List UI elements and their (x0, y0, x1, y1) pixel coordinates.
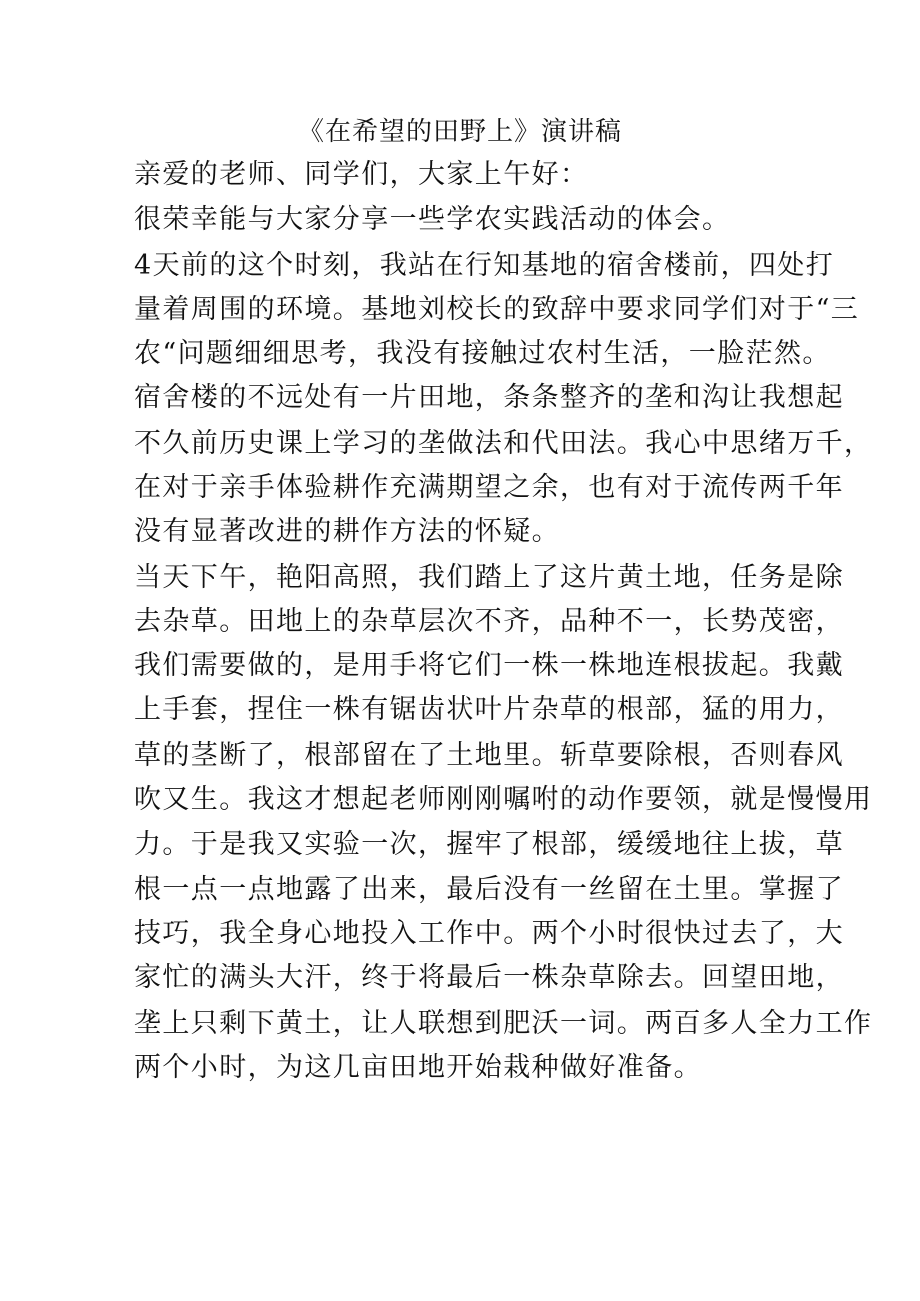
text-line: 没有显著改进的耕作方法的怀疑。 (134, 516, 560, 547)
text-line: 当天下午，艳阳高照，我们踏上了这片黄土地，任务是除 (134, 562, 844, 593)
text-line: 技巧，我全身心地投入工作中。两个小时很快过去了，大 (134, 918, 844, 949)
text-line: 家忙的满头大汗，终于将最后一株杂草除去。回望田地， (134, 962, 844, 993)
text-line: 在对于亲手体验耕作充满期望之余，也有对于流传两千年 (134, 472, 844, 503)
text-line: 量着周围的环境。基地刘校长的致辞中要求同学们对于“三 (134, 294, 860, 325)
text-line: 草的茎断了，根部留在了土地里。斩草要除根，否则春风 (134, 740, 844, 771)
text-line: 根一点一点地露了出来，最后没有一丝留在土里。掌握了 (134, 874, 844, 905)
text-line: 两个小时，为这几亩田地开始栽种做好准备。 (134, 1052, 702, 1083)
text-line: 不久前历史课上学习的垄做法和代田法。我心中思绪万千， (134, 428, 873, 459)
text-line: 垄上只剩下黄土，让人联想到肥沃一词。两百多人全力工作 (134, 1008, 873, 1039)
text-line: 亲爱的老师、同学们，大家上午好： (134, 159, 589, 190)
text-line: 吹又生。我这才想起老师刚刚嘱咐的动作要领，就是慢慢用 (134, 784, 873, 815)
text-line: 力。于是我又实验一次，握牢了根部，缓缓地往上拔，草 (134, 829, 844, 860)
text-line: 4天前的这个时刻，我站在行知基地的宿舍楼前，四处打 (134, 250, 835, 281)
text-line: 上手套，捏住一株有锯齿状叶片杂草的根部，猛的用力， (134, 694, 844, 725)
text-line: 农“问题细细思考，我没有接触过农村生活，一脸茫然。 (134, 338, 831, 369)
document-title: 《在希望的田野上》演讲稿 (297, 117, 622, 147)
text-line: 宿舍楼的不远处有一片田地，条条整齐的垄和沟让我想起 (134, 382, 844, 413)
text-line: 我们需要做的，是用手将它们一株一株地连根拔起。我戴 (134, 650, 844, 681)
text-line: 很荣幸能与大家分享一些学农实践活动的体会。 (134, 204, 731, 235)
text-line: 去杂草。田地上的杂草层次不齐，品种不一，长势茂密， (134, 606, 844, 637)
